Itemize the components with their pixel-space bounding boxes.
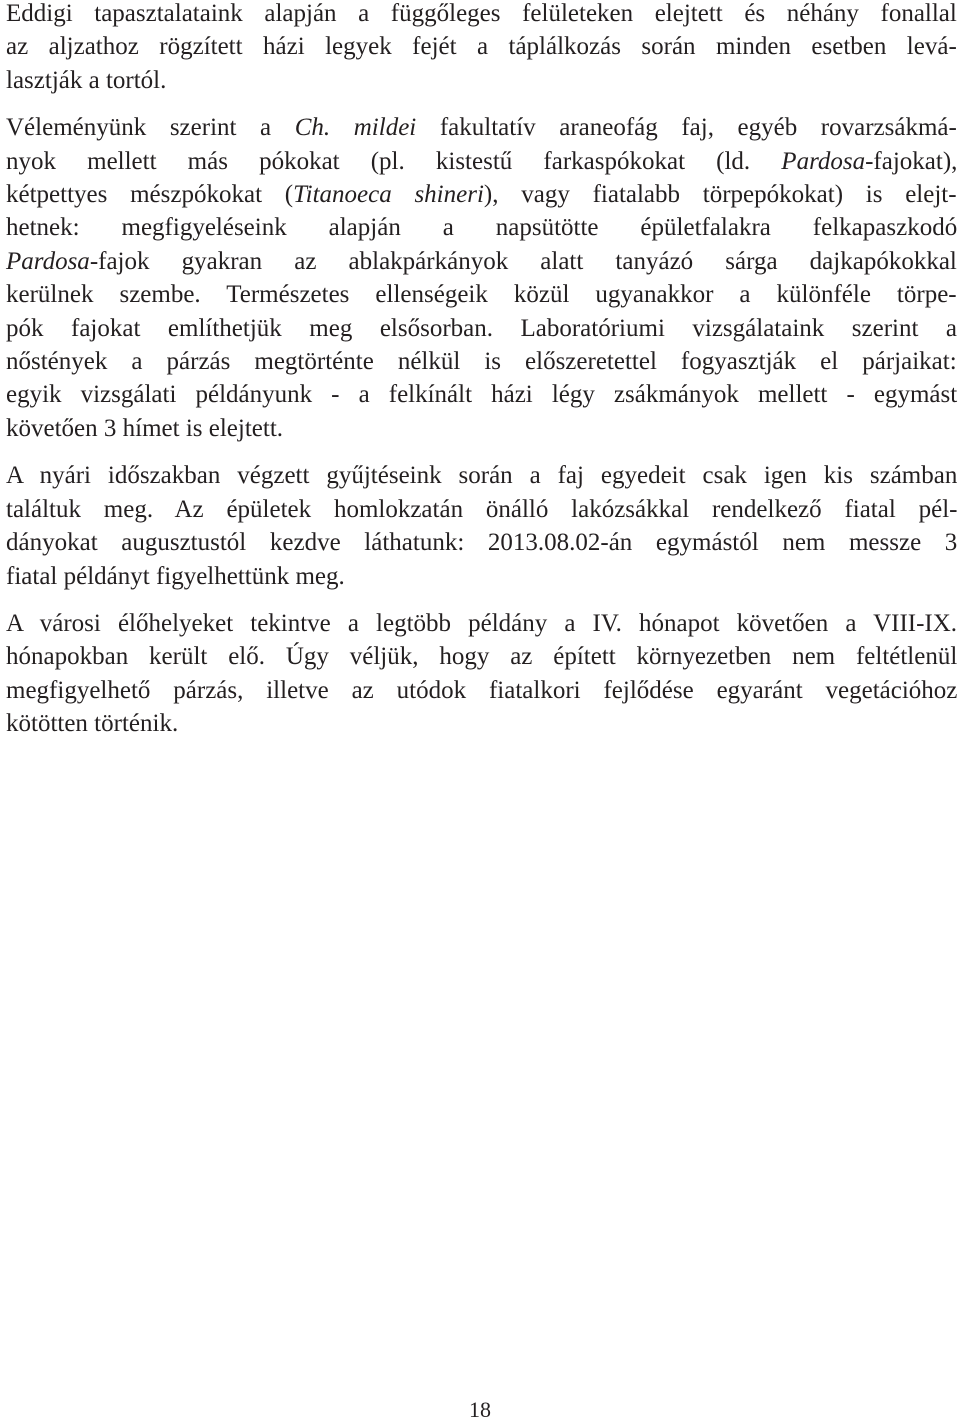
text-line — [6, 145, 957, 178]
text-line — [6, 312, 957, 345]
text-line — [6, 493, 957, 526]
paragraph — [6, 607, 957, 741]
paragraph — [6, 459, 957, 593]
italic-segment: Titanoeca shineri — [293, 181, 484, 209]
italic-segment: Pardosa — [6, 247, 90, 275]
text-line — [6, 345, 957, 378]
paragraph — [6, 111, 957, 445]
text-line — [6, 526, 957, 559]
page-number: 18 — [469, 1397, 491, 1422]
paragraph — [6, 0, 957, 97]
text-line — [6, 278, 957, 311]
text-segment: kerülnek szembe. Természetes ellenségeik közül ugyanakkor a különféle törpe- — [6, 281, 957, 309]
text-segment: A nyári időszakban végzett gyűjtéseink során a faj egyedeit csak igen kis számban — [6, 462, 958, 490]
text-segment: kétpettyes mészpókokat ( — [6, 181, 294, 209]
text-line — [6, 378, 957, 411]
text-line — [6, 560, 957, 593]
text-segment: kötötten történik. — [6, 710, 179, 738]
text-segment: lasztják a tortól. — [6, 66, 167, 94]
text-segment: hónapokban került elő. Úgy véljük, hogy az épített környezetben nem feltétlenül — [6, 643, 958, 671]
text-line — [6, 607, 957, 640]
text-segment: fiatal példányt figyelhettünk meg. — [6, 562, 345, 590]
text-segment — [330, 114, 354, 141]
text-line — [6, 30, 957, 63]
text-segment: Eddigi tapasztalataink alapján a függőleges felületeken elejtett és néhány fonallal — [6, 0, 957, 27]
italic-segment: Ch. — [294, 114, 331, 142]
text-segment: -fajok gyakran az ablakpárkányok alatt tanyázó sárga dajkapókokkal — [89, 247, 957, 275]
italic-segment: mildei — [353, 114, 417, 142]
text-segment: Véleményünk szerint a — [6, 114, 295, 142]
text-segment: nőstények a párzás megtörténte nélkül is előszeretettel fogyasztják el párjaikat: — [6, 348, 957, 376]
text-line — [6, 412, 957, 445]
text-line — [6, 640, 957, 673]
text-segment: dányokat augusztustól kezdve láthatunk: 2013.08.02-án egymástól nem messze 3 — [6, 529, 958, 557]
text-segment: nyok mellett más pókokat (pl. kistestű farkaspókokat (ld. — [6, 147, 782, 175]
text-line — [6, 178, 957, 211]
text-segment: egyik vizsgálati példányunk - a felkínált házi légy zsákmányok mellett - egymást — [6, 381, 958, 409]
text-segment: fakultatív araneofág faj, egyéb rovarzsákmá- — [416, 114, 957, 142]
body-text — [6, 0, 957, 755]
text-line — [6, 459, 957, 492]
text-segment: ), vagy fiatalabb törpepókokat) is elejt- — [483, 181, 957, 209]
text-segment: -fajokat), — [865, 147, 958, 175]
text-segment: hetnek: megfigyeléseink alapján a napsütötte épületfalakra felkapaszkodó — [6, 214, 958, 242]
italic-segment: Pardosa — [781, 147, 866, 175]
text-line — [6, 111, 957, 144]
text-line — [6, 211, 957, 244]
text-line — [6, 64, 957, 97]
text-segment: A városi élőhelyeket tekintve a legtöbb példány a IV. hónapot követően a VIII-IX. — [6, 609, 958, 637]
text-segment: találtuk meg. Az épületek homlokzatán önálló lakózsákkal rendelkező fiatal pél- — [6, 495, 958, 523]
text-line — [6, 707, 957, 740]
text-segment: követően 3 hímet is elejtett. — [6, 414, 284, 442]
text-segment: pók fajokat említhetjük meg elsősorban. Laboratóriumi vizsgálataink szerint a — [6, 314, 958, 342]
text-segment: megfigyelhető párzás, illetve az utódok fiatalkori fejlődése egyaránt vegetációhoz — [6, 676, 958, 704]
text-segment: az aljzathoz rögzített házi legyek fejét a táplálkozás során minden esetben levá- — [6, 33, 957, 61]
text-line — [6, 0, 957, 30]
text-line — [6, 245, 957, 278]
text-line — [6, 674, 957, 707]
